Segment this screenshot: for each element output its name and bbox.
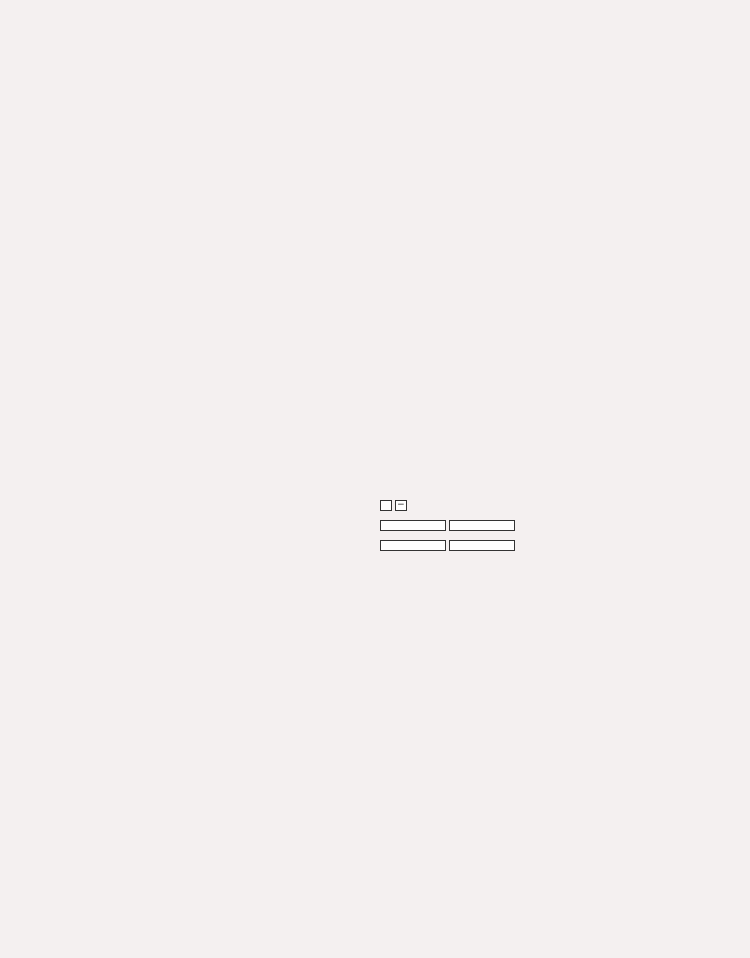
legend-left-cross bbox=[380, 520, 515, 531]
empty-cell-icon bbox=[380, 500, 392, 511]
legend-purl bbox=[380, 500, 407, 511]
cable-symbol-icon bbox=[380, 540, 446, 551]
cable-cross-icon bbox=[449, 540, 515, 551]
purl-symbol-icon: − bbox=[395, 500, 407, 511]
cable-symbol-icon bbox=[380, 520, 446, 531]
cable-cross-icon bbox=[449, 520, 515, 531]
legend-right-cross bbox=[380, 540, 515, 551]
